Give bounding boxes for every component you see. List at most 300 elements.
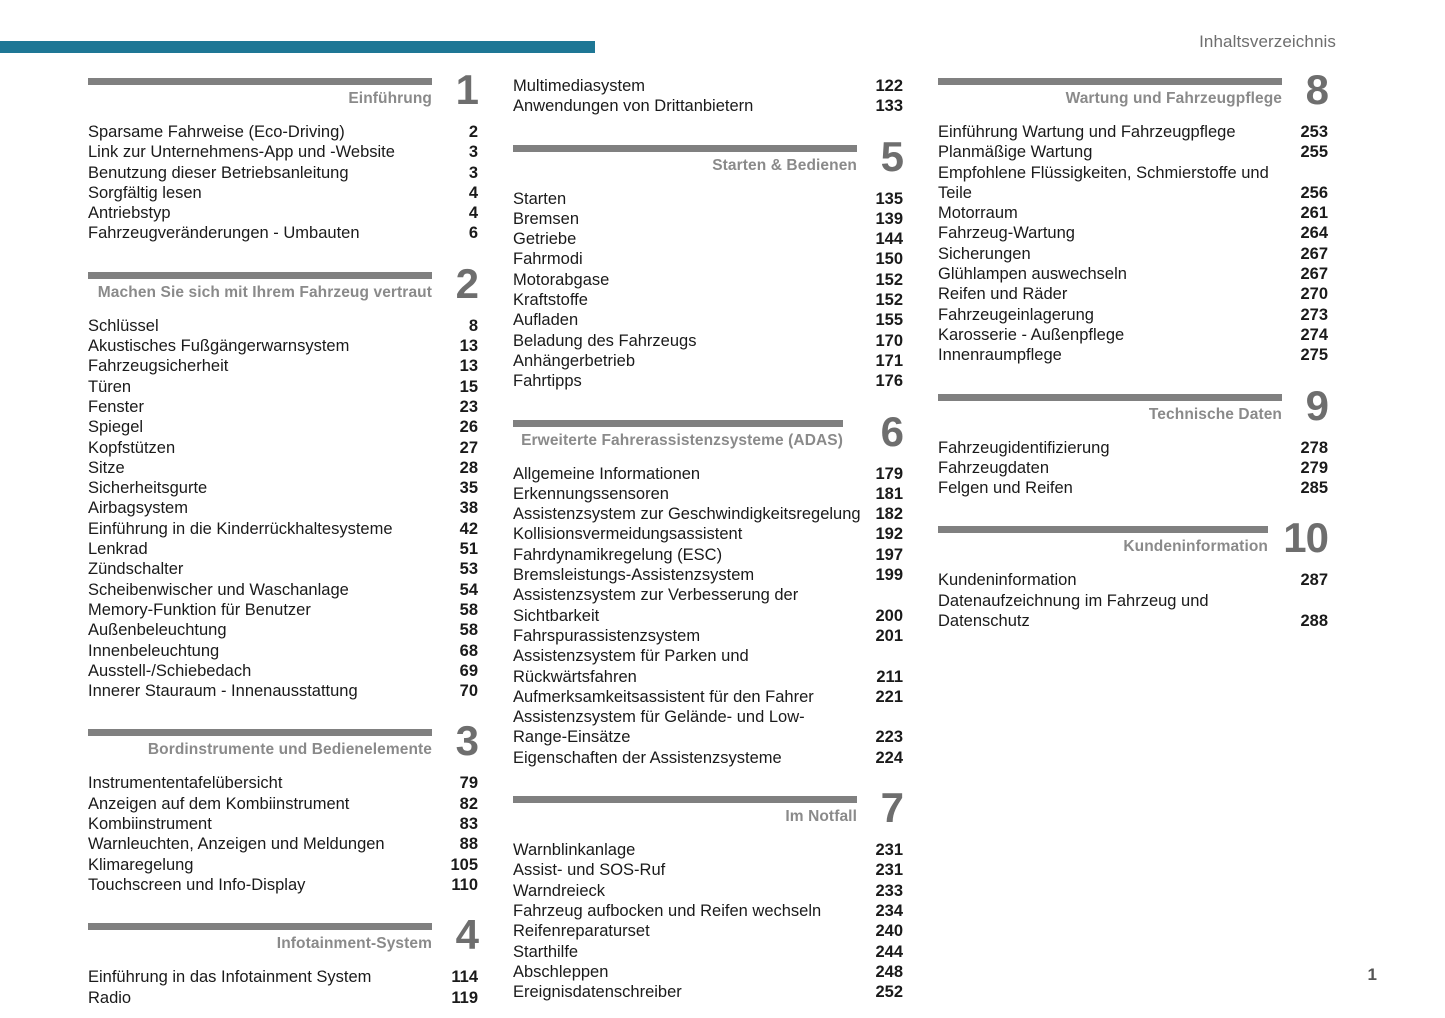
toc-entry-page: 261 [1300, 204, 1328, 223]
toc-entry-page: 285 [1300, 479, 1328, 498]
toc-entry[interactable] [88, 855, 478, 875]
toc-entry-page: 179 [875, 464, 903, 483]
section-rule [938, 394, 1282, 401]
toc-entry-page: 197 [875, 545, 903, 564]
section-spacer [88, 895, 478, 921]
section-header [513, 132, 903, 189]
section-title: Kundeninformation [1123, 538, 1268, 556]
section-title: Im Notfall [785, 808, 857, 826]
toc-entry[interactable] [88, 498, 478, 518]
toc-entry-label: Kundeninformation [938, 571, 1077, 590]
section-title: Starten & Bedienen [712, 156, 857, 174]
section-header [88, 66, 478, 122]
toc-entry-label: Touchscreen und Info-Display [88, 875, 306, 894]
toc-column-2 [513, 76, 903, 1008]
toc-entry-page: 83 [459, 815, 478, 834]
toc-entry-page: 105 [450, 855, 478, 874]
toc-entry-label: Kopfstützen [88, 438, 176, 457]
toc-entry[interactable] [938, 611, 1328, 631]
toc-entry[interactable] [513, 76, 903, 96]
toc-entry[interactable] [88, 438, 478, 458]
toc-entry-page: 275 [1300, 346, 1328, 365]
toc-entry[interactable] [513, 249, 903, 269]
toc-entry-label: Ereignisdatenschreiber [513, 983, 682, 1002]
toc-entry-label: Sparsame Fahrweise (Eco-Driving) [88, 123, 345, 141]
toc-entry[interactable] [88, 988, 478, 1008]
toc-entry-page: 267 [1300, 265, 1328, 284]
toc-entry-page: 38 [459, 499, 478, 518]
toc-entry-label: Anzeigen auf dem Kombiinstrument [88, 794, 350, 813]
section-spacer [938, 498, 1328, 524]
toc-entry[interactable] [513, 901, 903, 921]
toc-entry-label: Allgemeine Informationen [513, 464, 701, 483]
toc-entry-label: Innenraumpflege [938, 346, 1062, 365]
toc-entry[interactable] [513, 646, 903, 666]
toc-entry-label: Anwendungen von Drittanbietern [513, 97, 754, 116]
toc-entry-label: Bremsen [513, 209, 580, 228]
toc-entry-label: Radio [88, 988, 132, 1007]
toc-entry-page: 233 [875, 881, 903, 900]
toc-entry-page: 114 [451, 968, 478, 987]
toc-entry-page: 42 [459, 519, 478, 538]
toc-entry[interactable] [88, 203, 478, 223]
toc-entry-page: 274 [1300, 325, 1328, 344]
toc-entry-label: Empfohlene Flüssigkeiten, Schmierstoffe und [938, 163, 1269, 182]
toc-column-3 [938, 66, 1328, 1008]
toc-entry-page: 234 [875, 901, 903, 920]
toc-entry-page: 192 [875, 525, 903, 544]
section-rule [88, 729, 432, 736]
toc-entry-page: 199 [875, 566, 903, 585]
toc-entry-label: Assistenzsystem zur Verbesserung der [513, 586, 799, 605]
toc-entry-page: 155 [875, 311, 903, 330]
toc-entry[interactable] [513, 464, 903, 484]
toc-entry[interactable] [88, 641, 478, 661]
toc-entry[interactable] [513, 881, 903, 901]
toc-entry-label: Aufmerksamkeitsassistent für den Fahrer [513, 687, 814, 706]
toc-entry[interactable] [938, 570, 1328, 590]
toc-entry-page: 13 [459, 337, 478, 356]
toc-entry[interactable] [88, 142, 478, 162]
toc-entry-label: Starthilfe [513, 942, 579, 961]
toc-entry-label: Sicherheitsgurte [88, 479, 208, 498]
toc-entry-page: 287 [1300, 571, 1328, 590]
toc-entry-label: Kollisionsvermeidungsassistent [513, 525, 743, 544]
toc-entry-label: Kraftstoffe [513, 291, 588, 310]
toc-entry[interactable] [513, 351, 903, 371]
page-number: 1 [1367, 965, 1377, 984]
toc-entry-label: Rückwärtsfahren [513, 667, 637, 686]
toc-entry[interactable] [938, 223, 1328, 243]
section-title: Wartung und Fahrzeugpflege [1065, 90, 1282, 107]
toc-entry[interactable] [88, 681, 478, 701]
toc-entry[interactable] [88, 620, 478, 640]
section-header [513, 407, 903, 464]
toc-entry-label: Teile [938, 183, 972, 202]
toc-entry-label: Innenbeleuchtung [88, 641, 220, 660]
toc-entry-label: Außenbeleuchtung [88, 621, 227, 640]
section-title: Machen Sie sich mit Ihrem Fahrzeug vertraut [97, 283, 432, 301]
toc-entry-label: Erkennungssensoren [513, 484, 669, 503]
toc-entry-label: Ausstell-/Schiebedach [88, 661, 252, 680]
toc-entry-page: 3 [468, 163, 478, 182]
section-rule [88, 78, 432, 85]
toc-entry-label: Assistenzsystem für Gelände- und Low- [513, 708, 805, 727]
toc-entry[interactable] [938, 203, 1328, 223]
toc-entry-label: Einführung Wartung und Fahrzeugpflege [938, 123, 1236, 141]
toc-entry-page: 135 [875, 189, 903, 208]
toc-section-4 [88, 911, 478, 1008]
toc-entry-label: Lenkrad [88, 540, 148, 559]
toc-entry-page: 170 [875, 331, 903, 350]
toc-entry[interactable] [88, 834, 478, 854]
toc-entry[interactable] [938, 438, 1328, 458]
toc-entry[interactable] [88, 559, 478, 579]
section-number: 1 [455, 66, 478, 113]
toc-entry-label: Aufladen [513, 311, 579, 330]
toc-entry[interactable] [513, 270, 903, 290]
toc-entry[interactable] [88, 580, 478, 600]
toc-entry-label: Warnleuchten, Anzeigen und Meldungen [88, 835, 385, 854]
section-rule [88, 272, 432, 279]
toc-entry[interactable] [513, 565, 903, 585]
toc-entry-page: 2 [468, 123, 478, 141]
toc-section-7 [513, 784, 903, 1002]
toc-entry[interactable] [88, 875, 478, 895]
section-spacer [938, 366, 1328, 392]
toc-entry-label: Motorabgase [513, 270, 610, 289]
section-title: Bordinstrumente und Bedienelemente [147, 741, 432, 759]
toc-entry-label: Einführung in das Infotainment System [88, 968, 372, 987]
toc-entry[interactable] [938, 183, 1328, 203]
toc-entry-label: Instrumententafelübersicht [88, 774, 283, 793]
toc-entry-label: Fahrzeugsicherheit [88, 357, 229, 376]
toc-entry[interactable] [88, 316, 478, 336]
toc-entry[interactable] [513, 585, 903, 605]
toc-entry-page: 182 [875, 505, 903, 524]
toc-entry[interactable] [513, 371, 903, 391]
toc-entry-label: Memory-Funktion für Benutzer [88, 600, 311, 619]
toc-section-5 [513, 132, 903, 392]
toc-entry[interactable] [513, 667, 903, 687]
section-header [938, 381, 1328, 438]
section-header [88, 717, 478, 773]
toc-entry-page: 270 [1300, 285, 1328, 304]
page-title: Inhaltsverzeichnis [1199, 32, 1336, 51]
toc-entry-label: Fahrzeug-Wartung [938, 224, 1075, 243]
section-number: 3 [455, 717, 478, 765]
toc-entry-page: 267 [1300, 244, 1328, 263]
toc-entry-page: 288 [1300, 612, 1328, 631]
section-spacer [88, 701, 478, 727]
toc-entry-label: Spiegel [88, 418, 144, 437]
toc-entry[interactable] [513, 96, 903, 116]
toc-entry[interactable] [88, 814, 478, 834]
toc-entry[interactable] [513, 189, 903, 209]
toc-entry-label: Fahrdynamikregelung (ESC) [513, 545, 723, 564]
section-spacer [513, 392, 903, 418]
toc-entry[interactable] [938, 478, 1328, 498]
toc-entry[interactable] [513, 524, 903, 544]
toc-entry-page: 279 [1300, 458, 1328, 477]
toc-entry[interactable] [513, 962, 903, 982]
toc-entry-label: Antriebstyp [88, 204, 171, 223]
toc-entry[interactable] [938, 264, 1328, 284]
section-rule [513, 145, 857, 152]
toc-entry-label: Assistenzsystem für Parken und [513, 647, 749, 666]
toc-entry-page: 181 [875, 484, 903, 503]
section-number: 10 [1283, 514, 1328, 562]
toc-entry[interactable] [938, 591, 1328, 611]
toc-entry-label: Felgen und Reifen [938, 479, 1073, 498]
section-number: 4 [455, 911, 478, 959]
section-rule [938, 78, 1282, 85]
section-title: Einführung [348, 90, 432, 107]
toc-entry[interactable] [88, 661, 478, 681]
toc-entry[interactable] [88, 377, 478, 397]
toc-entry-page: 133 [875, 97, 903, 116]
toc-entry[interactable] [938, 163, 1328, 183]
toc-entry-label: Fahrtipps [513, 372, 582, 391]
toc-entry[interactable] [938, 458, 1328, 478]
toc-entry-label: Fahrmodi [513, 250, 583, 269]
toc-entry-label: Sorgfältig lesen [88, 183, 202, 202]
toc-entry-label: Akustisches Fußgängerwarnsystem [88, 337, 350, 356]
section-rule [88, 923, 432, 930]
toc-entry-label: Fahrzeug aufbocken und Reifen wechseln [513, 901, 822, 920]
toc-entry-label: Fahrzeugidentifizierung [938, 438, 1110, 457]
toc-entry[interactable] [513, 331, 903, 351]
toc-entry[interactable] [938, 142, 1328, 162]
toc-entry-label: Beladung des Fahrzeugs [513, 331, 697, 350]
toc-entry-label: Fahrzeugdaten [938, 458, 1049, 477]
toc-entry-page: 23 [459, 397, 478, 416]
toc-entry-label: Schlüssel [88, 316, 159, 335]
toc-entry-label: Datenschutz [938, 612, 1030, 631]
toc-entry-label: Anhängerbetrieb [513, 351, 636, 370]
toc-entry-page: 119 [451, 988, 478, 1007]
toc-entry-label: Planmäßige Wartung [938, 143, 1093, 162]
toc-entry-page: 110 [451, 875, 478, 894]
toc-entry-page: 139 [875, 209, 903, 228]
toc-entry-page: 200 [875, 606, 903, 625]
section-number: 8 [1305, 66, 1328, 113]
section-rule [938, 526, 1268, 533]
toc-entry-label: Klimaregelung [88, 855, 194, 874]
toc-entry-label: Fahrzeugveränderungen - Umbauten [88, 224, 360, 243]
section-rule [513, 796, 857, 803]
toc-entry-page: 248 [875, 962, 903, 981]
toc-entry-page: 152 [875, 270, 903, 289]
toc-entry-label: Zündschalter [88, 560, 184, 579]
toc-entry[interactable] [513, 545, 903, 565]
toc-entry-page: 211 [876, 667, 903, 686]
toc-entry[interactable] [513, 860, 903, 880]
toc-entry[interactable] [88, 794, 478, 814]
toc-entry-label: Sichtbarkeit [513, 606, 600, 625]
toc-entry[interactable] [88, 539, 478, 559]
toc-entry[interactable] [938, 122, 1328, 142]
toc-entry-page: 58 [459, 600, 478, 619]
toc-entry[interactable] [88, 478, 478, 498]
toc-entry-page: 221 [875, 687, 903, 706]
toc-entry-label: Range-Einsätze [513, 728, 631, 747]
toc-entry-page: 244 [875, 942, 903, 961]
section-spacer [88, 244, 478, 270]
toc-section-8 [938, 66, 1328, 366]
toc-entry-label: Glühlampen auswechseln [938, 265, 1127, 284]
toc-entry-page: 171 [875, 351, 903, 370]
toc-entry-page: 264 [1300, 224, 1328, 243]
toc-entry-label: Bremsleistungs-Assistenzsystem [513, 566, 755, 585]
toc-entry[interactable] [938, 325, 1328, 345]
toc-entry-page: 70 [459, 682, 478, 701]
toc-entry-page: 144 [875, 230, 903, 249]
toc-entry[interactable] [88, 417, 478, 437]
toc-entry-label: Innerer Stauraum - Innenausstattung [88, 682, 358, 701]
toc-entry-label: Multimediasystem [513, 77, 646, 95]
toc-entry-page: 278 [1300, 438, 1328, 457]
toc-entry-label: Benutzung dieser Betriebsanleitung [88, 163, 349, 182]
toc-entry-page: 15 [459, 377, 478, 396]
toc-entry[interactable] [513, 942, 903, 962]
toc-section-10 [938, 514, 1328, 631]
toc-entry[interactable] [938, 244, 1328, 264]
toc-entry[interactable] [88, 336, 478, 356]
toc-section-6 [513, 407, 903, 768]
toc-column-1 [88, 66, 478, 1008]
section-header [88, 259, 478, 316]
toc-entry-label: Datenaufzeichnung im Fahrzeug und [938, 591, 1209, 610]
toc-entry-page: 240 [875, 922, 903, 941]
top-accent-bar [0, 41, 595, 53]
section-number: 6 [880, 407, 903, 455]
toc-entry[interactable] [88, 122, 478, 142]
toc-section-1 [88, 66, 478, 244]
toc-entry-label: Fahrspurassistenzsystem [513, 626, 701, 645]
toc-entry-page: 53 [459, 560, 478, 579]
toc-entry[interactable] [88, 773, 478, 793]
toc-columns [88, 66, 1358, 1008]
section-header [938, 514, 1328, 570]
toc-entry-label: Reifenreparaturset [513, 922, 650, 941]
toc-entry-page: 28 [459, 458, 478, 477]
section-rule [513, 420, 843, 427]
toc-entry-page: 6 [468, 224, 478, 243]
toc-entry-page: 255 [1300, 143, 1328, 162]
section-number: 2 [455, 259, 478, 307]
toc-entry-page: 4 [468, 183, 478, 202]
toc-entry-page: 54 [459, 580, 478, 599]
toc-entry[interactable] [938, 345, 1328, 365]
toc-entry-page: 13 [459, 357, 478, 376]
toc-entry[interactable] [513, 209, 903, 229]
toc-entry[interactable] [513, 484, 903, 504]
toc-entry[interactable] [88, 967, 478, 987]
toc-entry-page: 231 [875, 861, 903, 880]
toc-entry-label: Karosserie - Außenpflege [938, 325, 1125, 344]
toc-entry[interactable] [513, 229, 903, 249]
section-header [88, 911, 478, 967]
toc-entry[interactable] [513, 840, 903, 860]
toc-entry[interactable] [513, 707, 903, 727]
toc-entry[interactable] [513, 290, 903, 310]
toc-entry[interactable] [513, 504, 903, 524]
toc-entry-label: Kombiinstrument [88, 815, 212, 834]
section-header [938, 66, 1328, 122]
toc-entry-page: 122 [875, 77, 903, 95]
toc-entry[interactable] [513, 310, 903, 330]
toc-entry[interactable] [88, 356, 478, 376]
toc-entry[interactable] [88, 163, 478, 183]
toc-section-continued [513, 76, 903, 117]
toc-entry[interactable] [513, 921, 903, 941]
toc-entry-page: 51 [459, 540, 478, 559]
toc-entry[interactable] [513, 606, 903, 626]
toc-entry-page: 253 [1300, 123, 1328, 141]
toc-entry[interactable] [88, 183, 478, 203]
toc-entry-label: Airbagsystem [88, 499, 188, 518]
toc-entry-label: Assist- und SOS-Ruf [513, 861, 666, 880]
section-title: Infotainment-System [276, 935, 432, 953]
toc-entry[interactable] [938, 284, 1328, 304]
toc-entry-label: Sitze [88, 458, 125, 477]
toc-section-2 [88, 259, 478, 702]
section-title: Erweiterte Fahrerassistenzsysteme (ADAS) [521, 431, 843, 449]
toc-entry[interactable] [938, 305, 1328, 325]
toc-entry-page: 231 [875, 841, 903, 860]
toc-entry-page: 176 [875, 372, 903, 391]
toc-entry[interactable] [513, 748, 903, 768]
toc-entry-page: 69 [459, 661, 478, 680]
toc-entry-page: 88 [459, 835, 478, 854]
toc-entry-page: 8 [468, 316, 478, 335]
toc-entry-page: 201 [875, 626, 903, 645]
toc-entry[interactable] [513, 727, 903, 747]
toc-section-3 [88, 717, 478, 895]
section-number: 5 [880, 132, 903, 180]
section-spacer [513, 117, 903, 143]
toc-entry-label: Eigenschaften der Assistenzsysteme [513, 748, 782, 767]
toc-entry-label: Fahrzeugeinlagerung [938, 305, 1094, 324]
toc-entry-page: 252 [875, 983, 903, 1002]
toc-entry-label: Starten [513, 189, 567, 208]
section-title: Technische Daten [1148, 405, 1282, 423]
toc-entry-page: 26 [459, 418, 478, 437]
toc-entry-label: Fenster [88, 397, 144, 416]
section-number: 9 [1305, 381, 1328, 429]
toc-entry-page: 256 [1300, 183, 1328, 202]
toc-entry[interactable] [513, 626, 903, 646]
toc-entry[interactable] [88, 600, 478, 620]
toc-entry[interactable] [88, 519, 478, 539]
toc-entry[interactable] [88, 458, 478, 478]
toc-entry[interactable] [88, 223, 478, 243]
section-number: 7 [880, 784, 903, 832]
toc-entry-label: Reifen und Räder [938, 285, 1068, 304]
toc-entry-page: 223 [875, 728, 903, 747]
section-header [513, 784, 903, 840]
toc-entry[interactable] [513, 982, 903, 1002]
toc-entry-page: 224 [875, 748, 903, 767]
toc-entry[interactable] [513, 687, 903, 707]
toc-entry-page: 58 [459, 621, 478, 640]
toc-entry-page: 4 [468, 204, 478, 223]
toc-entry[interactable] [88, 397, 478, 417]
toc-entry-page: 27 [459, 438, 478, 457]
toc-entry-label: Getriebe [513, 230, 577, 249]
toc-entry-label: Türen [88, 377, 132, 396]
